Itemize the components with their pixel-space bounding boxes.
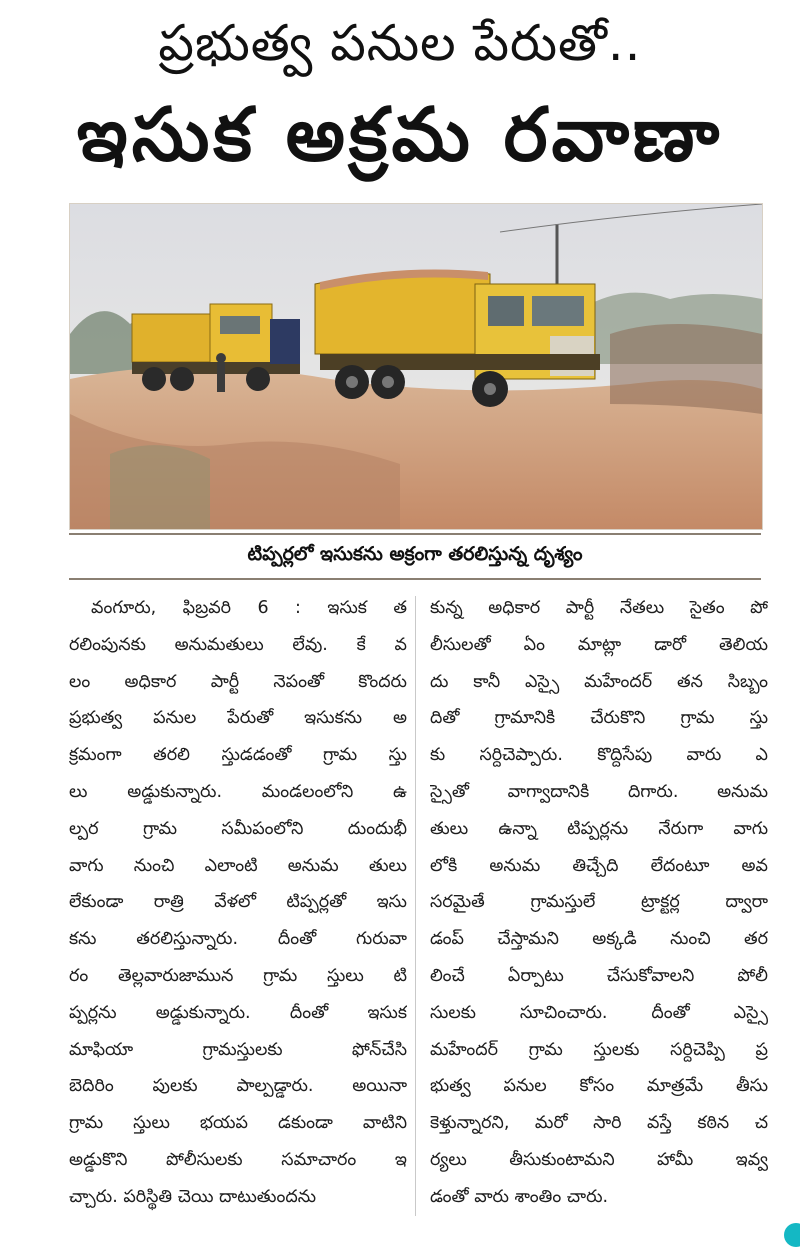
caption-rule-top bbox=[69, 533, 761, 535]
article-text-line: దు కానీ ఎస్సై మహేందర్ తన సిబ్బం bbox=[430, 671, 768, 692]
article-text-line: కున్న అధికార పార్టీ నేతలు సైతం పో bbox=[430, 598, 768, 618]
article-text-line: లీసులతో ఏం మాట్లా డారో తెలియ bbox=[430, 634, 768, 655]
headline-line-1: ప్రభుత్వ పనుల పేరుతో.. bbox=[158, 14, 642, 72]
article-text-line: గ్రామ స్తులు భయప డకుండా వాటిని bbox=[69, 1113, 407, 1134]
article-column-right bbox=[430, 590, 768, 1216]
article-column-left bbox=[69, 590, 407, 1216]
article-text-line: లోకి అనుమ తిచ్చేది లేదంటూ అవ bbox=[430, 855, 768, 876]
article-text-line: రలింపునకు అనుమతులు లేవు. కే వ bbox=[69, 634, 407, 655]
article-text-line: లం అధికార పార్టీ నెపంతో కొందరు bbox=[69, 671, 407, 692]
article-text-line: రం తెల్లవారుజామున గ్రామ స్తులు టి bbox=[69, 965, 407, 986]
article-text-line: లు అడ్డుకున్నారు. మండలంలోని ఉ bbox=[69, 781, 407, 802]
article-text-line: సులకు సూచించారు. దీంతో ఎస్సై bbox=[430, 1002, 768, 1023]
article-text-line: తులు ఉన్నా టిప్పర్లను నేరుగా వాగు bbox=[430, 818, 768, 839]
article-text-line: కను తరలిస్తున్నారు. దీంతో గురువా bbox=[69, 929, 407, 950]
article-text-line: చ్చారు. పరిస్థితి చెయి దాటుతుందను bbox=[69, 1186, 317, 1207]
caption-rule-bottom bbox=[69, 578, 761, 580]
article-text-line: కెళ్తున్నారని, మరో సారి వస్తే కఠిన చ bbox=[430, 1113, 768, 1134]
article-text-line: భుత్వ పనుల కోసం మాత్రమే తీసు bbox=[430, 1076, 768, 1097]
article-text-line: ప్రభుత్వ పనుల పేరుతో ఇసుకను అ bbox=[69, 708, 407, 729]
news-photo bbox=[69, 203, 763, 530]
article-text-line: వంగూరు, ఫిబ్రవరి 6 : ఇసుక త bbox=[91, 598, 407, 618]
article-text-line: బెదిరిం పులకు పాల్పడ్డారు. అయినా bbox=[69, 1076, 407, 1097]
article-text-line: మహేందర్ గ్రామ స్తులకు సర్దిచెప్పి ప్ర bbox=[430, 1039, 768, 1060]
article-text-line: అడ్డుకొని పోలీసులకు సమాచారం ఇ bbox=[69, 1149, 407, 1170]
photo-caption: టిప్పర్లలో ఇసుకను అక్రంగా తరలిస్తున్న దృశ్యం bbox=[247, 542, 583, 565]
article-text-line: ర్యలు తీసుకుంటామని హామీ ఇవ్వ bbox=[430, 1149, 768, 1170]
article-text-line: కు సర్దిచెప్పారు. కొద్దిసేపు వారు ఎ bbox=[430, 745, 768, 766]
article-text-line: సరమైతే గ్రామస్తులే ట్రాక్టర్ల ద్వారా bbox=[430, 892, 768, 913]
article-text-line: వాగు నుంచి ఎలాంటి అనుమ తులు bbox=[69, 855, 407, 876]
article-text-line: స్సైతో వాగ్వాదానికి దిగారు. అనుమ bbox=[430, 781, 768, 802]
article-text-line: డంప్ చేస్తామని అక్కడి నుంచి తర bbox=[430, 929, 768, 950]
article-text-line: ల్పర గ్రామ సమీపంలోని దుందుభీ bbox=[69, 818, 407, 839]
corner-marker-icon bbox=[784, 1223, 800, 1247]
article-text-line: మాఫియా గ్రామస్తులకు ఫోన్‌చేసి bbox=[69, 1039, 407, 1060]
article-text-line: ప్పర్లను అడ్డుకున్నారు. దీంతో ఇసుక bbox=[69, 1002, 407, 1023]
headline-line-2: ఇసుక అక్రమ రవాణా bbox=[76, 92, 724, 178]
article-text-line: లించే ఏర్పాటు చేసుకోవాలని పోలీ bbox=[430, 965, 768, 986]
article-text-line: క్రమంగా తరలి స్తుడడంతో గ్రామ స్తు bbox=[69, 745, 407, 766]
article-text-line: దితో గ్రామానికి చేరుకొని గ్రామ స్తు bbox=[430, 708, 768, 729]
article-text-line: లేకుండా రాత్రి వేళలో టిప్పర్లతో ఇసు bbox=[69, 892, 407, 913]
column-divider bbox=[415, 596, 416, 1216]
article-text-line: డంతో వారు శాంతిం చారు. bbox=[430, 1186, 609, 1207]
